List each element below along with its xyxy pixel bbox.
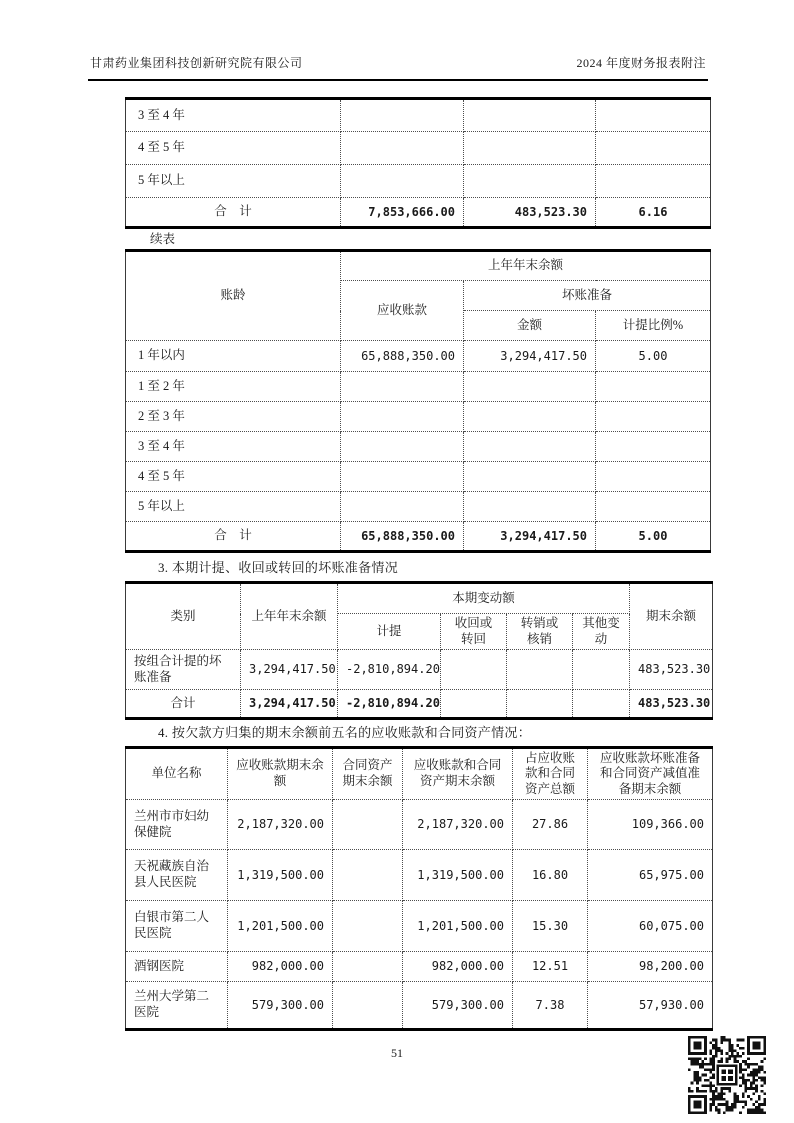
total-label-cell: 合 计 [126,198,341,228]
pct-cell: 12.51 [513,952,588,982]
other-change-header-cell: 其他变动 [573,614,630,650]
category-header-cell: 类别 [126,583,241,650]
ending-header-cell: 期末余额 [630,583,713,650]
ratio-cell [596,372,711,402]
page-header [90,54,706,71]
header-row [126,251,711,281]
aging-header-cell: 账龄 [126,251,341,341]
table-row [126,492,711,522]
header-doc-title: 2024 年度财务报表附注 [576,56,706,70]
amount-total-cell: 483,523.30 [464,198,596,228]
recover-total-cell [441,690,507,719]
provision-cell: 98,200.00 [588,952,713,982]
contract-cell [333,850,403,901]
total-label-cell: 合计 [126,690,241,719]
unit-cell: 兰州市市妇幼保健院 [126,800,228,850]
writeoff-cell [507,650,573,690]
ratio-cell [596,132,711,165]
contract-cell [333,952,403,982]
receivable-cell [341,132,464,165]
receivable-cell [341,165,464,198]
contract-cell [333,901,403,952]
category-cell: 按组合计提的坏账准备 [126,650,241,690]
ending-cell: 483,523.30 [630,650,713,690]
prior-year-header-cell: 上年年末余额 [241,583,338,650]
pct-cell: 16.80 [513,850,588,901]
provision-cell: 109,366.00 [588,800,713,850]
ratio-header-cell: 计提比例% [596,311,711,341]
ar-cell: 579,300.00 [228,982,333,1030]
table-row [126,800,713,850]
combined-ending-header-cell: 应收账款和合同资产期末余额 [403,748,513,800]
section3-heading: 3. 本期计提、收回或转回的坏账准备情况 [158,560,399,575]
qr-code [688,1036,766,1114]
provision-cell: 65,975.00 [588,850,713,901]
table-row [126,341,711,372]
total-row [126,522,711,552]
ar-cell: 1,319,500.00 [228,850,333,901]
header-company-name: 甘肃药业集团科技创新研究院有限公司 [90,56,303,70]
pct-cell: 27.86 [513,800,588,850]
unit-cell: 天祝藏族自治县人民医院 [126,850,228,901]
provision-cell: 60,075.00 [588,901,713,952]
table-row [126,132,711,165]
table-row [126,402,711,432]
receivable-cell [341,372,464,402]
amount-cell [464,99,596,132]
header-rule [88,79,708,81]
ar-cell: 2,187,320.00 [228,800,333,850]
table-row [126,850,713,901]
contract-ending-header-cell: 合同资产期末余额 [333,748,403,800]
ratio-cell [596,462,711,492]
aging-label-cell: 3 至 4 年 [126,99,341,132]
accrual-header-cell: 计提 [338,614,441,650]
continued-table-label: 续表 [150,232,176,246]
receivable-header-cell: 应收账款 [341,281,464,341]
pct-cell: 7.38 [513,982,588,1030]
section4-heading: 4. 按欠款方归集的期末余额前五名的应收账款和合同资产情况： [158,725,532,740]
amount-cell [464,492,596,522]
unit-cell: 白银市第二人民医院 [126,901,228,952]
receivable-cell [341,99,464,132]
combined-cell: 2,187,320.00 [403,800,513,850]
ratio-cell [596,99,711,132]
current-change-group-header: 本期变动额 [338,583,630,614]
provision-cell: 57,930.00 [588,982,713,1030]
ar-cell: 1,201,500.00 [228,901,333,952]
provision-header-cell: 应收账款坏账准备和合同资产减值准备期末余额 [588,748,713,800]
aging-label-cell: 1 年以内 [126,341,341,372]
contract-cell [333,982,403,1030]
recover-cell [441,650,507,690]
aging-label-cell: 4 至 5 年 [126,462,341,492]
table-row [126,99,711,132]
aging-fragment-table [125,97,711,229]
total-row [126,198,711,228]
ratio-cell [596,165,711,198]
provision-change-table [125,581,713,720]
table-row [126,982,713,1030]
total-label-cell: 合 计 [126,522,341,552]
prior-year-total-cell: 3,294,417.50 [241,690,338,719]
receivable-cell [341,462,464,492]
recover-header-cell: 收回或转回 [441,614,507,650]
table-row [126,372,711,402]
combined-cell: 1,319,500.00 [403,850,513,901]
aging-label-cell: 3 至 4 年 [126,432,341,462]
aging-label-cell: 5 年以上 [126,492,341,522]
table-row [126,165,711,198]
aging-label-cell: 1 至 2 年 [126,372,341,402]
ar-cell: 982,000.00 [228,952,333,982]
header-row [126,583,713,614]
receivable-cell [341,432,464,462]
unit-header-cell: 单位名称 [126,748,228,800]
writeoff-header-cell: 转销或核销 [507,614,573,650]
other-change-total-cell [573,690,630,719]
pct-cell: 15.30 [513,901,588,952]
ratio-cell [596,402,711,432]
ar-ending-header-cell: 应收账款期末余额 [228,748,333,800]
ratio-cell [596,492,711,522]
other-change-cell [573,650,630,690]
table-row [126,432,711,462]
header-row [126,748,713,800]
amount-header-cell: 金额 [464,311,596,341]
amount-cell [464,165,596,198]
prior-year-group-header: 上年年末余额 [341,251,711,281]
contract-cell [333,800,403,850]
ratio-cell [596,432,711,462]
prior-year-cell: 3,294,417.50 [241,650,338,690]
amount-cell [464,372,596,402]
combined-cell: 579,300.00 [403,982,513,1030]
writeoff-total-cell [507,690,573,719]
page-number: 51 [391,1046,403,1060]
ratio-total-cell: 5.00 [596,522,711,552]
aging-label-cell: 5 年以上 [126,165,341,198]
table-row [126,952,713,982]
pct-header-cell: 占应收账款和合同资产总额 [513,748,588,800]
combined-cell: 1,201,500.00 [403,901,513,952]
combined-cell: 982,000.00 [403,952,513,982]
receivable-total-cell: 7,853,666.00 [341,198,464,228]
receivable-cell [341,402,464,432]
receivable-cell [341,492,464,522]
amount-total-cell: 3,294,417.50 [464,522,596,552]
receivable-cell: 65,888,350.00 [341,341,464,372]
amount-cell [464,402,596,432]
prior-year-aging-table [125,249,711,553]
ending-total-cell: 483,523.30 [630,690,713,719]
aging-label-cell: 4 至 5 年 [126,132,341,165]
bad-debt-group-header: 坏账准备 [464,281,711,311]
total-row [126,690,713,719]
amount-cell [464,462,596,492]
receivable-total-cell: 65,888,350.00 [341,522,464,552]
aging-label-cell: 2 至 3 年 [126,402,341,432]
table-row [126,462,711,492]
amount-cell [464,132,596,165]
ratio-total-cell: 6.16 [596,198,711,228]
accrual-total-cell: -2,810,894.20 [338,690,441,719]
ratio-cell: 5.00 [596,341,711,372]
top-debtors-table [125,746,713,1031]
table-row [126,650,713,690]
amount-cell [464,432,596,462]
unit-cell: 酒钢医院 [126,952,228,982]
accrual-cell: -2,810,894.20 [338,650,441,690]
unit-cell: 兰州大学第二医院 [126,982,228,1030]
table-row [126,901,713,952]
amount-cell: 3,294,417.50 [464,341,596,372]
